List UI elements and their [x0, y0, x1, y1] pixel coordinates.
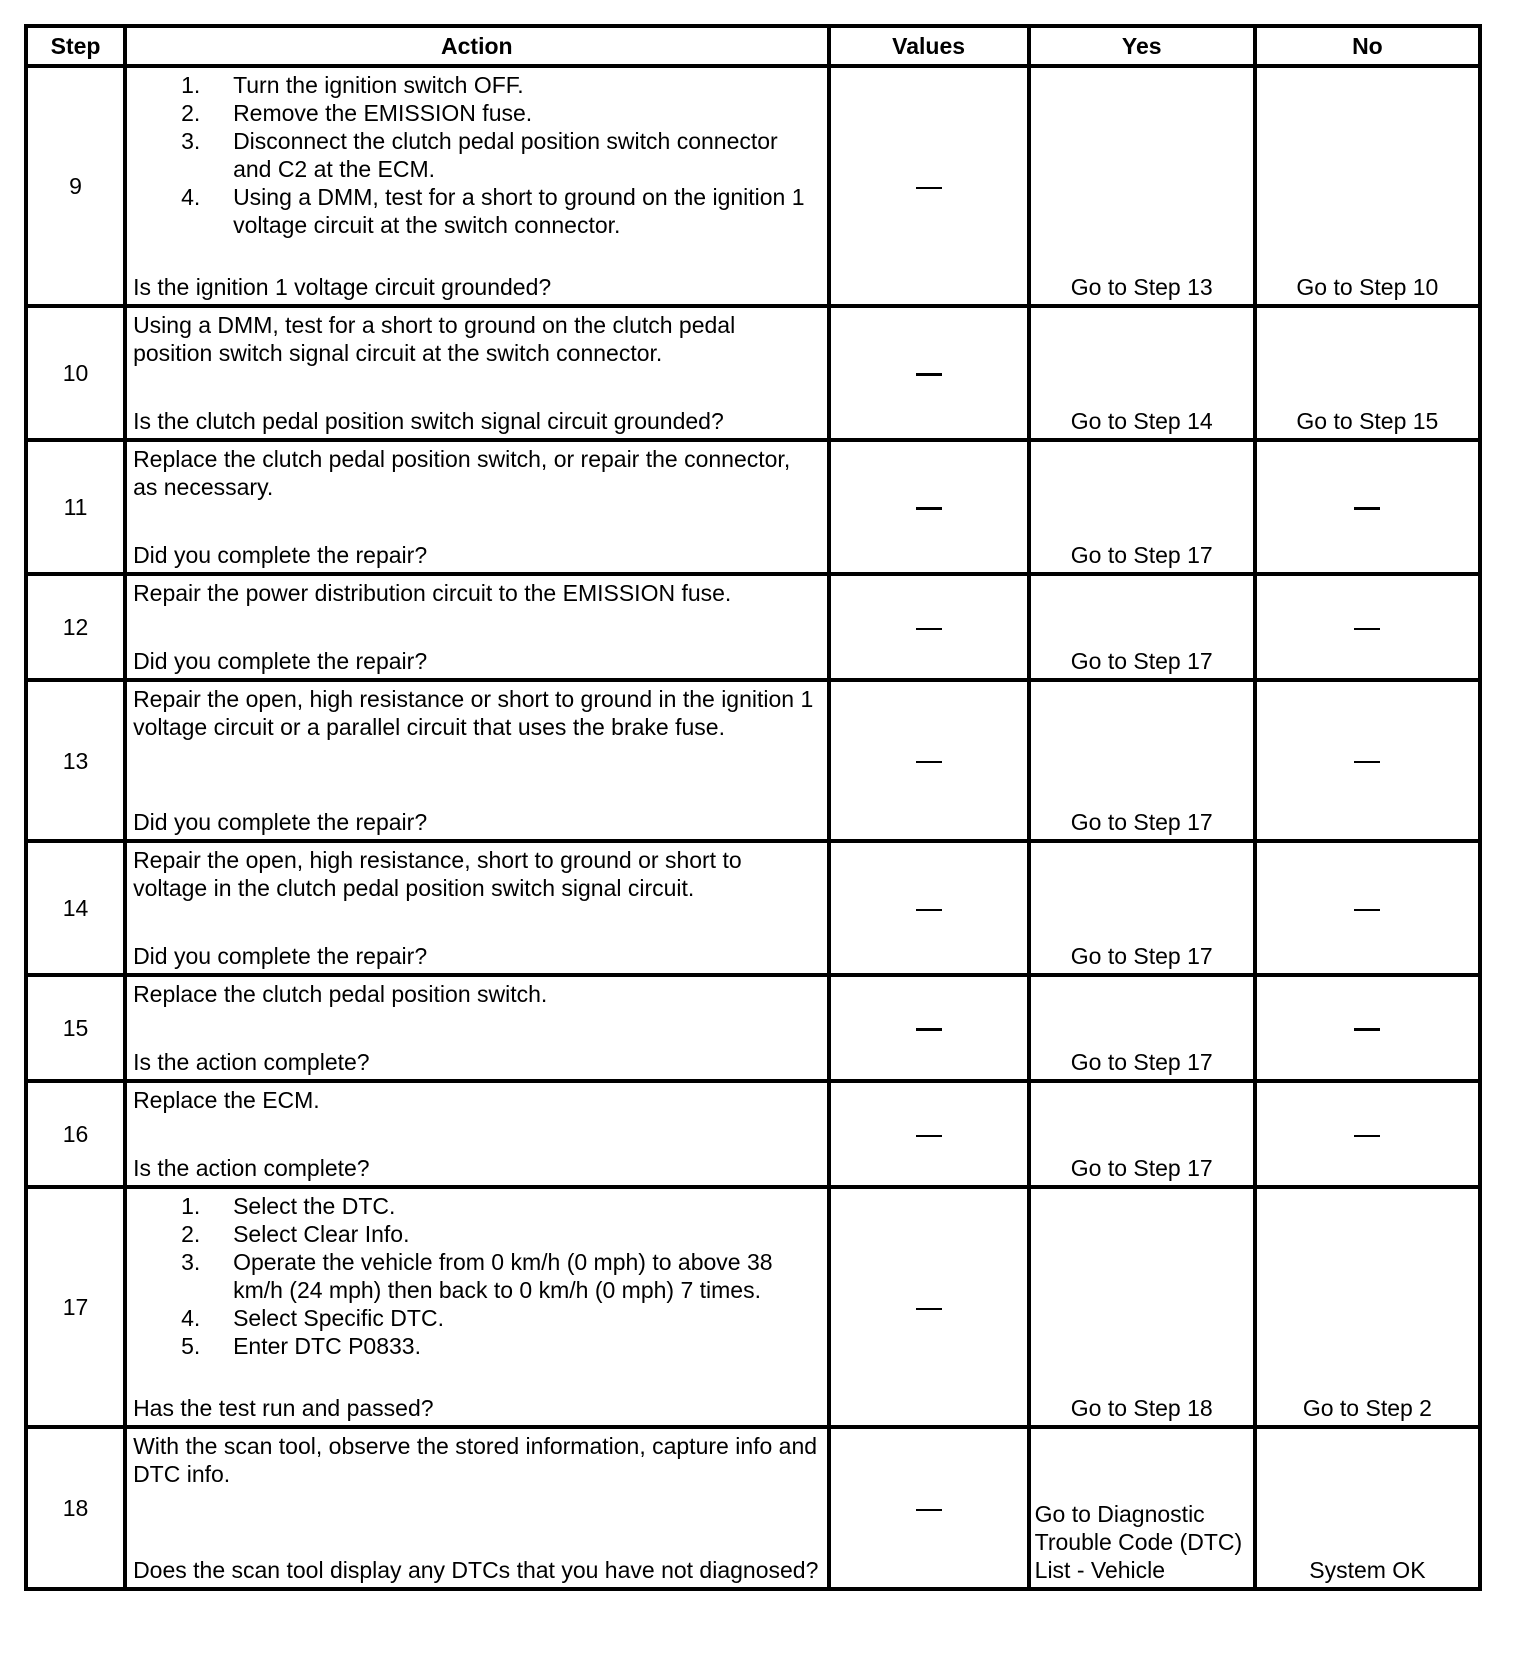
action-content [127, 682, 826, 839]
yes-cell [1029, 306, 1255, 440]
action-text: Repair the open, high resistance or short to ground in the ignition 1 voltage circuit or a parallel circuit that uses the brake fuse. [133, 686, 814, 740]
action-instructions [133, 1432, 820, 1488]
values-cell [829, 841, 1029, 975]
no-cell [1255, 680, 1480, 841]
step-cell: 15 [26, 975, 125, 1081]
action-content [127, 576, 826, 678]
values-cell [829, 66, 1029, 306]
list-text: Select the DTC. [233, 1193, 396, 1219]
action-instructions [133, 1086, 820, 1114]
em-dash-icon [1354, 507, 1380, 510]
em-dash-icon [1354, 761, 1380, 763]
no-result: Go to Step 2 [1302, 1395, 1432, 1421]
yes-result: Go to Step 17 [1070, 648, 1213, 674]
list-number: 4. [181, 184, 201, 210]
em-dash-icon [916, 1028, 942, 1031]
list-item [181, 127, 820, 183]
values-cell [829, 1427, 1029, 1589]
em-dash-icon [916, 1135, 942, 1137]
action-instructions [133, 846, 820, 902]
action-cell [125, 306, 828, 440]
action-cell [125, 66, 828, 306]
action-text: Repair the power distribution circuit to the EMISSION fuse. [133, 580, 732, 606]
em-dash-icon [916, 761, 942, 763]
list-number: 1. [181, 72, 201, 98]
em-dash-icon [916, 187, 942, 189]
yes-result: Go to Step 17 [1070, 542, 1213, 568]
action-instructions [133, 71, 820, 239]
action-content [127, 68, 826, 304]
action-instructions [133, 311, 820, 367]
list-text: Disconnect the clutch pedal position switch connector and C2 at the ECM. [233, 128, 778, 182]
list-text: Using a DMM, test for a short to ground on the ignition 1 voltage circuit at the switch connector. [233, 184, 805, 238]
action-cell [125, 574, 828, 680]
yes-cell [1029, 975, 1255, 1081]
no-cell [1255, 841, 1480, 975]
yes-cell [1029, 680, 1255, 841]
header-row [26, 26, 1480, 66]
em-dash-icon [916, 507, 942, 510]
yes-cell [1029, 1081, 1255, 1187]
list-text: Enter DTC P0833. [233, 1333, 421, 1359]
action-text: With the scan tool, observe the stored information, capture info and DTC info. [133, 1433, 818, 1487]
yes-result: Go to Step 18 [1070, 1395, 1213, 1421]
header-action: Action [125, 26, 828, 66]
step-cell: 11 [26, 440, 125, 574]
header-values: Values [829, 26, 1029, 66]
yes-result: Go to Diagnostic Trouble Code (DTC) List - Vehicle [1034, 1501, 1243, 1583]
step-cell: 13 [26, 680, 125, 841]
action-question: Does the scan tool display any DTCs that you have not diagnosed? [133, 1557, 819, 1583]
action-cell [125, 680, 828, 841]
action-cell [125, 440, 828, 574]
action-cell [125, 1187, 828, 1427]
header-yes: Yes [1029, 26, 1255, 66]
action-instructions [133, 980, 820, 1008]
no-cell [1255, 1187, 1480, 1427]
table-row [26, 306, 1480, 440]
header-step: Step [26, 26, 125, 66]
values-cell [829, 680, 1029, 841]
values-cell [829, 975, 1029, 1081]
action-instructions [133, 579, 820, 607]
no-cell [1255, 1081, 1480, 1187]
yes-result: Go to Step 13 [1070, 274, 1213, 300]
action-question: Did you complete the repair? [133, 542, 428, 568]
list-text: Select Clear Info. [233, 1221, 410, 1247]
action-content [127, 843, 826, 973]
em-dash-icon [916, 628, 942, 630]
yes-result: Go to Step 14 [1070, 408, 1213, 434]
list-number: 1. [181, 1193, 201, 1219]
list-number: 3. [181, 1249, 201, 1275]
table-row [26, 975, 1480, 1081]
action-content [127, 977, 826, 1079]
list-item [181, 1248, 820, 1304]
list-item [181, 1220, 820, 1248]
table-row [26, 66, 1480, 306]
yes-result: Go to Step 17 [1070, 1049, 1213, 1075]
action-cell [125, 1081, 828, 1187]
em-dash-icon [1354, 628, 1380, 630]
action-cell [125, 1427, 828, 1589]
list-number: 2. [181, 1221, 201, 1247]
yes-cell [1029, 1427, 1255, 1589]
no-result: System OK [1309, 1557, 1426, 1583]
action-instructions [133, 685, 820, 741]
no-cell [1255, 975, 1480, 1081]
list-text: Remove the EMISSION fuse. [233, 100, 533, 126]
action-question: Did you complete the repair? [133, 648, 428, 674]
em-dash-icon [916, 373, 942, 376]
no-cell [1255, 574, 1480, 680]
no-cell [1255, 306, 1480, 440]
list-number: 3. [181, 128, 201, 154]
action-text: Replace the clutch pedal position switch, or repair the connector, as necessary. [133, 446, 791, 500]
yes-cell [1029, 841, 1255, 975]
step-cell: 10 [26, 306, 125, 440]
action-instructions [133, 445, 820, 501]
action-question: Is the action complete? [133, 1155, 370, 1181]
list-text: Turn the ignition switch OFF. [233, 72, 524, 98]
table-row [26, 1081, 1480, 1187]
values-cell [829, 1081, 1029, 1187]
yes-cell [1029, 1187, 1255, 1427]
action-text: Replace the clutch pedal position switch. [133, 981, 548, 1007]
yes-cell [1029, 66, 1255, 306]
action-question: Did you complete the repair? [133, 943, 428, 969]
action-content [127, 442, 826, 572]
yes-result: Go to Step 17 [1070, 809, 1213, 835]
table-row [26, 841, 1480, 975]
list-item [181, 71, 820, 99]
action-instructions [133, 1192, 820, 1360]
values-cell [829, 1187, 1029, 1427]
action-content [127, 1429, 826, 1587]
header-no: No [1255, 26, 1480, 66]
em-dash-icon [916, 1308, 942, 1310]
em-dash-icon [916, 1509, 942, 1511]
em-dash-icon [1354, 909, 1380, 911]
action-content [127, 308, 826, 438]
step-cell: 14 [26, 841, 125, 975]
list-text: Operate the vehicle from 0 km/h (0 mph) to above 38 km/h (24 mph) then back to 0 km/h (0 mph) 7 times. [233, 1249, 773, 1303]
yes-cell [1029, 574, 1255, 680]
values-cell [829, 306, 1029, 440]
table-row [26, 1187, 1480, 1427]
step-cell: 9 [26, 66, 125, 306]
list-text: Select Specific DTC. [233, 1305, 444, 1331]
em-dash-icon [916, 909, 942, 911]
no-cell [1255, 1427, 1480, 1589]
action-text: Repair the open, high resistance, short to ground or short to voltage in the clutch pedal position switch signal circuit. [133, 847, 742, 901]
values-cell [829, 574, 1029, 680]
table-row [26, 574, 1480, 680]
step-cell: 16 [26, 1081, 125, 1187]
values-cell [829, 440, 1029, 574]
em-dash-icon [1354, 1028, 1380, 1031]
action-cell [125, 975, 828, 1081]
action-question: Is the clutch pedal position switch signal circuit grounded? [133, 408, 724, 434]
list-item [181, 1332, 820, 1360]
yes-result: Go to Step 17 [1070, 943, 1213, 969]
list-item [181, 183, 820, 239]
step-cell: 12 [26, 574, 125, 680]
step-cell: 18 [26, 1427, 125, 1589]
no-cell [1255, 66, 1480, 306]
list-number: 2. [181, 100, 201, 126]
action-text: Replace the ECM. [133, 1087, 320, 1113]
no-result: Go to Step 10 [1296, 274, 1439, 300]
table-row [26, 440, 1480, 574]
action-question: Has the test run and passed? [133, 1395, 434, 1421]
action-content [127, 1189, 826, 1425]
no-result: Go to Step 15 [1296, 408, 1439, 434]
action-question: Is the action complete? [133, 1049, 370, 1075]
action-question: Is the ignition 1 voltage circuit grounded? [133, 274, 552, 300]
numbered-list [181, 71, 820, 239]
table-row [26, 680, 1480, 841]
step-cell: 17 [26, 1187, 125, 1427]
action-question: Did you complete the repair? [133, 809, 428, 835]
list-item [181, 99, 820, 127]
yes-cell [1029, 440, 1255, 574]
numbered-list [181, 1192, 820, 1360]
list-number: 4. [181, 1305, 201, 1331]
em-dash-icon [1354, 1135, 1380, 1137]
diagnostic-steps-table [24, 24, 1482, 1591]
action-cell [125, 841, 828, 975]
no-cell [1255, 440, 1480, 574]
action-text: Using a DMM, test for a short to ground on the clutch pedal position switch signal circuit at the switch connector. [133, 312, 736, 366]
list-item [181, 1192, 820, 1220]
table-row [26, 1427, 1480, 1589]
action-content [127, 1083, 826, 1185]
list-item [181, 1304, 820, 1332]
list-number: 5. [181, 1333, 201, 1359]
yes-result: Go to Step 17 [1070, 1155, 1213, 1181]
